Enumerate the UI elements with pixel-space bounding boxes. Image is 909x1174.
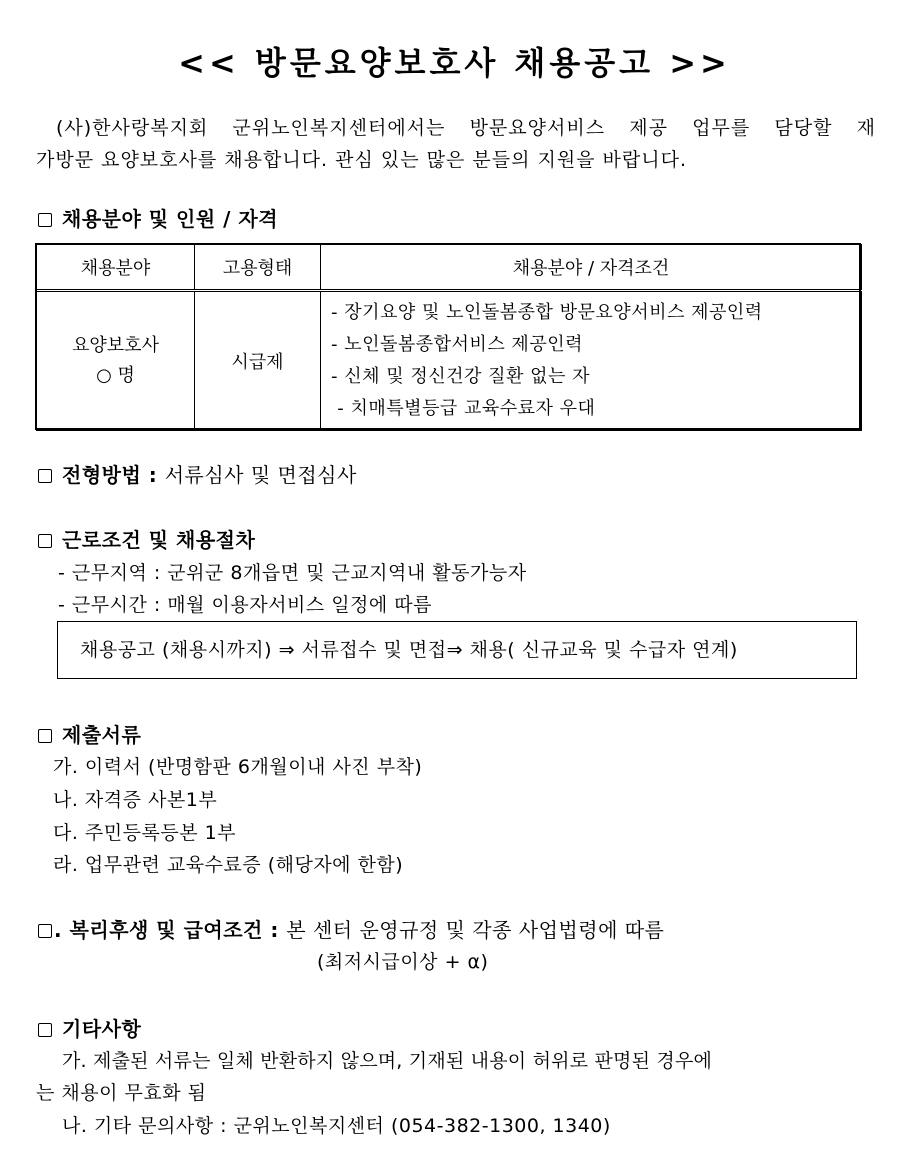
checkbox-square-icon: [38, 729, 52, 743]
checkbox-square-icon: [38, 213, 52, 227]
table-row: [37, 291, 862, 431]
section-etc-heading: [38, 1013, 141, 1042]
checkbox-square-icon: [38, 1023, 52, 1037]
table-header-cell: 채용분야 / 자격조건: [321, 245, 862, 291]
section-etc-title: 기타사항: [62, 1017, 142, 1041]
field-cell: [37, 291, 195, 431]
employment-cell: 시급제: [195, 291, 321, 431]
intro-paragraph: [36, 112, 876, 176]
selection-method: 서류심사 및 면접심사: [164, 463, 357, 487]
intro-line-1: (사)한사랑복지회 군위노인복지센터에서는 방문요양서비스 제공 업무를 담당할 재: [56, 117, 876, 139]
table-header-cell: 채용분야: [37, 245, 195, 291]
section-welfare-title: . 복리후생 및 급여조건 :: [54, 918, 279, 942]
section-documents-title: 제출서류: [62, 723, 142, 747]
document-item: 가. 이력서 (반명함판 6개월이내 사진 부착): [53, 756, 423, 778]
checkbox-square-icon: [38, 924, 52, 938]
condition-item: - 장기요양 및 노인돌봄종합 방문요양서비스 제공인력: [331, 302, 763, 323]
section-recruit-title: 채용분야 및 인원 / 자격: [62, 207, 279, 231]
document-item: 라. 업무관련 교육수료증 (해당자에 한함): [53, 854, 404, 876]
work-hours: - 근무시간 : 매월 이용자서비스 일정에 따름: [58, 594, 433, 616]
welfare-note: (최저시급이상 + α): [317, 951, 489, 973]
intro-line-2: 가방문 요양보호사를 채용합니다. 관심 있는 많은 분들의 지원을 바랍니다.: [36, 149, 688, 171]
recruit-table: [36, 244, 862, 431]
hiring-process-box: 채용공고 (채용시까지) ⇒ 서류접수 및 면접⇒ 채용( 신규교육 및 수급자 연계): [57, 621, 857, 679]
checkbox-square-icon: [38, 469, 52, 483]
condition-item: - 치매특별등급 교육수료자 우대: [331, 398, 596, 419]
condition-item: - 노인돌봄종합서비스 제공인력: [331, 334, 583, 355]
section-recruit-heading: [38, 203, 278, 232]
headcount: ○ 명: [96, 365, 135, 386]
section-documents-heading: [38, 719, 141, 748]
section-selection-title: 전형방법 :: [62, 463, 158, 487]
etc-item-2: 나. 기타 문의사항 : 군위노인복지센터 (054-382-1300, 1340): [62, 1115, 611, 1137]
section-conditions-title: 근로조건 및 채용절차: [62, 528, 256, 552]
conditions-cell: [321, 291, 862, 431]
condition-item: - 신체 및 정신건강 질환 없는 자: [331, 366, 590, 387]
table-header-cell: 고용형태: [195, 245, 321, 291]
table-header-row: [37, 245, 862, 291]
etc-item-1-line-1: 가. 제출된 서류는 일체 반환하지 않으며, 기재된 내용이 허위로 판명된 경우에: [62, 1050, 713, 1072]
section-welfare-heading: [38, 914, 664, 943]
section-selection-heading: [38, 459, 357, 488]
field-name: 요양보호사: [72, 335, 159, 356]
section-conditions-heading: [38, 524, 255, 553]
document-item: 다. 주민등록등본 1부: [53, 822, 237, 844]
work-area: - 근무지역 : 군위군 8개읍면 및 근교지역내 활동가능자: [58, 562, 527, 584]
page-title: << 방문요양보호사 채용공고 >>: [178, 44, 731, 82]
etc-item-1-line-2: 는 채용이 무효화 됨: [36, 1082, 207, 1104]
document-item: 나. 자격증 사본1부: [53, 789, 218, 811]
welfare-value: 본 센터 운영규정 및 각종 사업법령에 따름: [286, 918, 665, 942]
checkbox-square-icon: [38, 534, 52, 548]
